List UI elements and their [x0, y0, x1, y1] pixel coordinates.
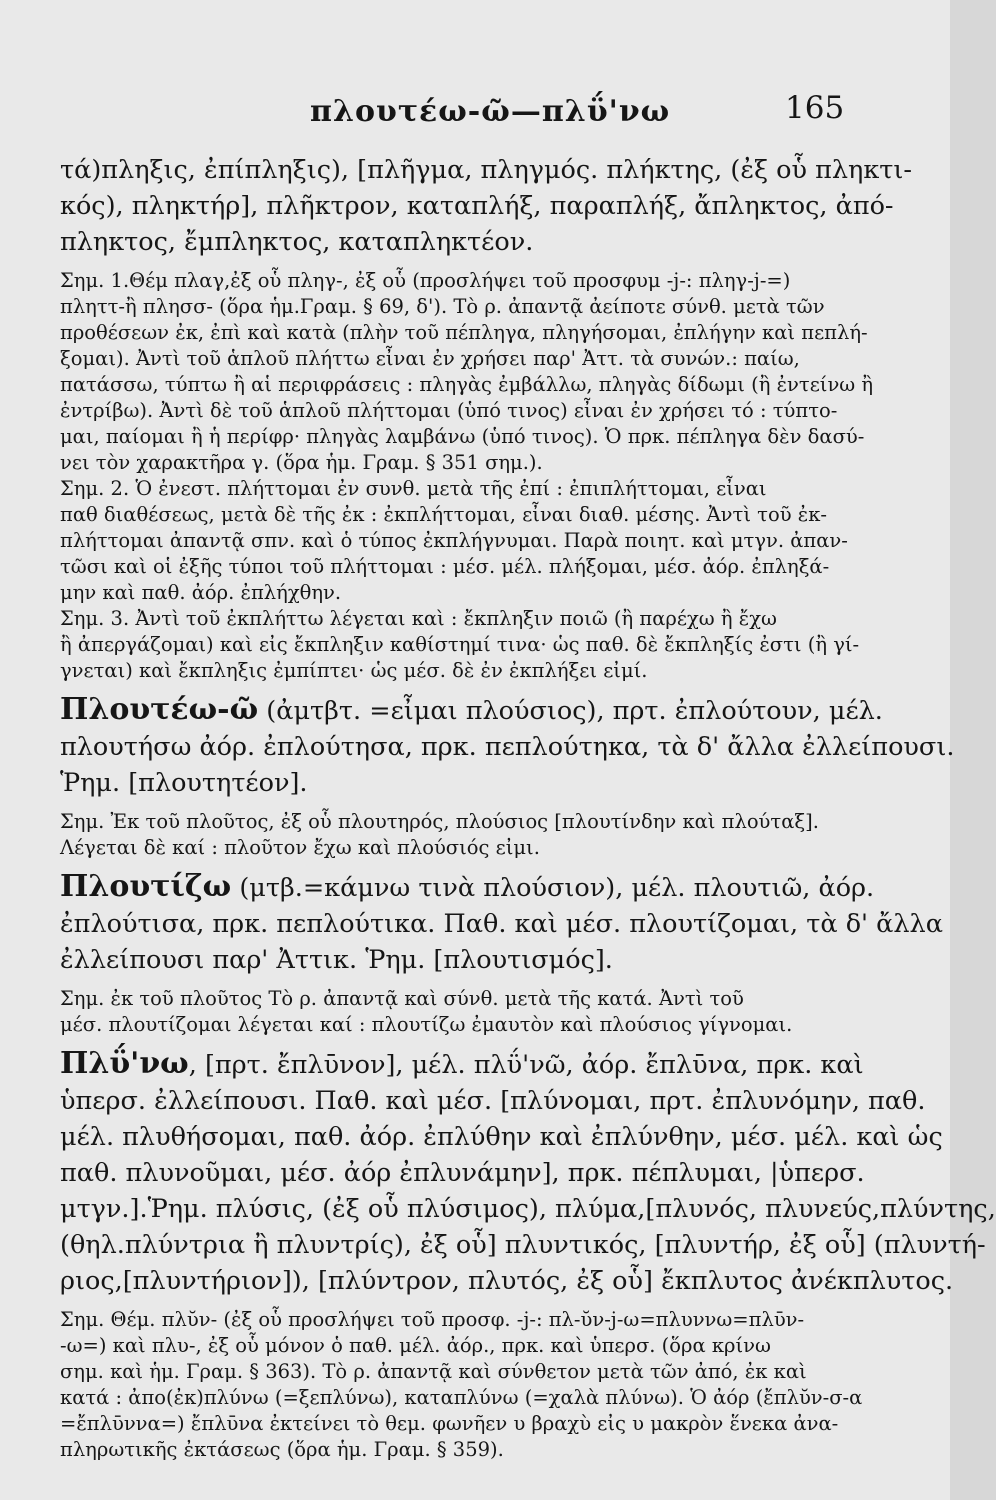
text-line: Σημ. Ἐκ τοῦ πλοῦτος, ἐξ οὗ πλουτηρός, πλούσιος [πλουτίνδην καὶ πλούταξ]. [60, 810, 819, 833]
text-line: μέλ. πλυθήσομαι, παθ. ἀόρ. ἐπλύθην καὶ ἐπλύνθην, μέσ. μέλ. καὶ ὡς [60, 1122, 943, 1152]
text-line: μέσ. πλουτίζομαι λέγεται καί : πλουτίζω ἐμαυτὸν καὶ πλούσιος γίγνομαι. [60, 1013, 793, 1036]
text-line: Ῥημ. [πλουτητέον]. [60, 768, 308, 798]
running-title: πλουτέω-ῶ—πλΰ'νω [310, 94, 671, 129]
text-line: γνεται) καὶ ἔκπληξις ἐμπίπτει· ὡς μέσ. δὲ ἐν ἐκπλήξει εἰμί. [60, 659, 648, 682]
text-line: ἐντρίβω). Ἀντὶ δὲ τοῦ ἁπλοῦ πλήττομαι (ὑπό τινος) εἶναι ἐν χρήσει τό : τύπτο- [60, 399, 838, 422]
text-line: πλήττομαι ἀπαντᾷ σπν. καὶ ὁ τύπος ἐκπλήγνυμαι. Παρὰ ποιητ. καὶ μτγν. ἀπαν- [60, 529, 848, 552]
text-line: -ω=) καὶ πλυ-, ἐξ οὗ μόνον ὁ παθ. μέλ. ἀόρ., πρκ. καὶ ὑπερσ. (ὅρα κρίνω [60, 1334, 771, 1357]
page-number: 165 [785, 90, 845, 126]
text-line: Σημ. 3. Ἀντὶ τοῦ ἐκπλήττω λέγεται καὶ : ἔκπληξιν ποιῶ (ἢ παρέχω ἢ ἔχω [60, 607, 777, 630]
text-line: ἢ ἀπεργάζομαι) καὶ εἰς ἔκπληξιν καθίστημί τινα· ὡς παθ. δὲ ἔκπληξίς ἐστι (ἢ γί- [60, 633, 860, 656]
text-line: Λέγεται δὲ καί : πλοῦτον ἔχω καὶ πλούσιός εἰμι. [60, 836, 540, 859]
text-line: (θηλ.πλύντρια ἢ πλυντρίς), ἐξ οὗ] πλυντικός, [πλυντήρ, ἐξ οὗ] (πλυντή- [60, 1230, 986, 1260]
running-header [0, 90, 950, 130]
text-line: ἐλλείπουσι παρ' Ἀττικ. Ῥημ. [πλουτισμός]. [60, 945, 613, 975]
text-line: κός), πληκτήρ], πλῆκτρον, καταπλήξ, παραπλήξ, ἄπληκτος, ἀπό- [60, 191, 894, 221]
text-line: μην καὶ παθ. ἀόρ. ἐπλήχθην. [60, 581, 342, 604]
text-line: παθ. πλυνοῦμαι, μέσ. ἀόρ ἐπλυνάμην], πρκ. πέπλυμαι, |ὑπερσ. [60, 1158, 865, 1188]
text-line: πληρωτικῆς ἐκτάσεως (ὅρα ἡμ. Γραμ. § 359). [60, 1438, 504, 1461]
text-line: κατά : ἀπο(ἐκ)πλύνω (=ξεπλύνω), καταπλύνω (=χαλὰ πλύνω). Ὁ ἀόρ (ἔπλῠν-σ-α [60, 1386, 863, 1409]
text-line: νει τὸν χαρακτῆρα γ. (ὅρα ἡμ. Γραμ. § 351 σημ.). [60, 451, 543, 474]
text-line: Πλουτέω-ῶ (ἀμτβτ. =εἶμαι πλούσιος), πρτ. ἐπλούτουν, μέλ. [60, 692, 883, 727]
text-line: προθέσεων ἐκ, ἐπὶ καὶ κατὰ (πλὴν τοῦ πέπληγα, πληγήσομαι, ἐπλήγην καὶ πεπλή- [60, 321, 868, 344]
text-line: τῶσι καὶ οἱ ἐξῆς τύποι τοῦ πλήττομαι : μέσ. μέλ. πλήξομαι, μέσ. ἀόρ. ἐπληξά- [60, 555, 830, 578]
text-line: πλουτήσω ἀόρ. ἐπλούτησα, πρκ. πεπλούτηκα, τὰ δ' ἄλλα ἐλλείπουσι. [60, 732, 955, 762]
text-line: πληττ-ἢ πλησσ- (ὅρα ἡμ.Γραμ. § 69, δ'). Τὸ ρ. ἀπαντᾷ ἀείποτε σύνθ. μετὰ τῶν [60, 295, 825, 318]
text-line: Πλουτίζω (μτβ.=κάμνω τινὰ πλούσιον), μέλ. πλουτιῶ, ἀόρ. [60, 869, 875, 904]
text-line: Σημ. 2. Ὁ ἐνεστ. πλήττομαι ἐν συνθ. μετὰ τῆς ἐπί : ἐπιπλήττομαι, εἶναι [60, 477, 767, 500]
text-line: παθ διαθέσεως, μετὰ δὲ τῆς ἐκ : ἐκπλήττομαι, εἶναι διαθ. μέσης. Ἀντὶ τοῦ ἐκ- [60, 503, 827, 526]
text-line: Σημ. ἐκ τοῦ πλοῦτος Τὸ ρ. ἀπαντᾷ καὶ σύνθ. μετὰ τῆς κατά. Ἀντὶ τοῦ [60, 987, 744, 1010]
text-line: μαι, παίομαι ἢ ἡ περίφρ· πληγὰς λαμβάνω (ὑπό τινος). Ὁ πρκ. πέπληγα δὲν δασύ- [60, 425, 865, 448]
text-line: πληκτος, ἔμπληκτος, καταπληκτέον. [60, 227, 534, 257]
headword: Πλουτίζω [60, 869, 232, 904]
text-line: ξομαι). Ἀντὶ τοῦ ἁπλοῦ πλήττω εἶναι ἐν χρήσει παρ' Ἀττ. τὰ συνών.: παίω, [60, 347, 800, 370]
text-line: ὑπερσ. ἐλλείπουσι. Παθ. καὶ μέσ. [πλύνομαι, πρτ. ἐπλυνόμην, παθ. [60, 1086, 926, 1116]
headword: Πλουτέω-ῶ [60, 692, 259, 727]
text-line: μτγν.].Ῥημ. πλύσις, (ἐξ οὗ πλύσιμος), πλύμα,[πλυνός, πλυνεύς,πλύντης, [60, 1194, 996, 1224]
headword: Πλΰ'νω [60, 1046, 189, 1081]
text-line: Πλΰ'νω, [πρτ. ἔπλῡνον], μέλ. πλΰ'νῶ, ἀόρ. ἔπλῡνα, πρκ. καὶ [60, 1046, 864, 1081]
text-line: τά)πληξις, ἐπίπληξις), [πλῆγμα, πληγμός. πλήκτης, (ἐξ οὗ πληκτι- [60, 155, 912, 185]
text-line: Σημ. 1.Θέμ πλαγ,ἐξ οὗ πληγ-, ἐξ οὗ (προσλήψει τοῦ προσφυμ -j-: πληγ-j-=) [60, 269, 791, 292]
text-line: ἐπλούτισα, πρκ. πεπλούτικα. Παθ. καὶ μέσ. πλουτίζομαι, τὰ δ' ἄλλα [60, 909, 943, 939]
text-line: =ἔπλῡννα=) ἔπλῡνα ἐκτείνει τὸ θεμ. φωνῆεν υ βραχὺ εἰς υ μακρὸν ἕνεκα ἀνα- [60, 1412, 839, 1435]
text-line: ριος,[πλυντήριον]), [πλύντρον, πλυτός, ἐξ οὗ] ἔκπλυτος ἀνέκπλυτος. [60, 1266, 954, 1296]
text-line: Σημ. Θέμ. πλῠν- (ἐξ οὗ προσλήψει τοῦ προσφ. -j-: πλ-ῠν-j-ω=πλυννω=πλῡν- [60, 1308, 805, 1331]
text-line: πατάσσω, τύπτω ἢ αἱ περιφράσεις : πληγὰς ἐμβάλλω, πληγὰς δίδωμι (ἢ ἐντείνω ἢ [60, 373, 874, 396]
text-line: σημ. καὶ ἡμ. Γραμ. § 363). Τὸ ρ. ἀπαντᾷ καὶ σύνθετον μετὰ τῶν ἀπό, ἐκ καὶ [60, 1360, 807, 1383]
page-body [60, 152, 996, 1463]
